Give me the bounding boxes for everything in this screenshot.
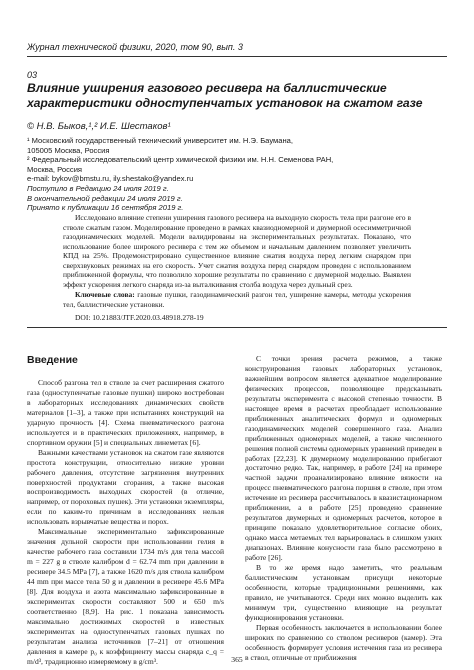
keywords-list: газовые пушки, газодинамический разгон тел, уширение камеры, методы ускорения тел, баллистические установки. — [63, 290, 411, 309]
affiliation-line: 105005 Москва, Россия — [27, 145, 110, 155]
section-heading-introduction: Введение — [27, 354, 78, 366]
paragraph: Первая особенность заключается в использовании более широких по сравнению со стволом ресиверов (камер). Эта особенность формирует условия истечения газа из ресивера в ствол, отличные от приближения — [245, 622, 442, 662]
keywords — [63, 290, 411, 309]
section-divider — [27, 327, 447, 328]
body-column-right — [245, 354, 442, 663]
keywords-label: Ключевые слова: — [75, 290, 135, 299]
submission-dates — [27, 184, 183, 213]
affiliation-line: Москва, Россия — [27, 164, 83, 174]
header-divider — [27, 56, 447, 57]
abstract: Исследовано влияние степени уширения газового ресивера на выходную скорость тела при разгоне его в стволе сжатым газом. Моделирование проведено в рамках квазиодномерной и двумерной осесимметричной газодинамических моделей. Модели валидированы на экспериментальных результатах. Показано, что использование более широкого ресивера с тем же объемом и начальным давлением позволяет увеличить КПД на 25%. Продемонстрировано существенное влияние сжатия воздуха перед легким снарядом при сверхзвуковых режимах на его скорость. Учет сжатия воздуха перед снарядом проведен с использованием приближенной формулы, что позволило хорошие результаты по сравнению с двумерной моделью. Выявлен эффект ускорения легкого снаряда из-за выталкивания столба воздуха через дульный срез. — [63, 213, 411, 289]
paragraph: Важными качествами установок на сжатом газе являются простота конструкции, относительно низкие уровни рабочего давления, отсутствие загрязнения внутренних поверхностей продуктами сгорания, а также высокая воспроизводимость выходных скоростей (в отличие, например, от пороховых пушек). Эти установки экземпляры, если по каким-то причинам в исследованиях нельзя использовать взрывчатые вещества и порох. — [27, 447, 224, 527]
date-revised: В окончательной редакции 24 июля 2019 г. — [27, 193, 183, 203]
affiliation-line: ¹ Московский государственный технический университет им. Н.Э. Баумана, — [27, 136, 293, 145]
paragraph: Максимальные экспериментально зафиксированные значения дульной скорости при использовании гелия в качестве рабочего газа составили 1734 m/s для тела массой m = 227 g в стволе калибром d = 62.74 mm при давлении в ресивере 34.5 MPa [7], а также 1620 m/s для ствола калибром 44 mm при массе тела 50 g и давлении в ресивере 45.6 MPa [8]. Для воздуха и азота максимально зафиксированные в экспериментах скорости составляют 500 и 650 m/s соответственно [8,9]. На рис. 1 показана зависимость максимально достижимых скоростей в известных экспериментах на одноступенчатых газовых пушках по результатам анализа источников [7–21] от отношения давления в камере p₀ к коэффициенту массы снаряда c_q = m/d³, традиционно измеряемому в g/cm³. — [27, 527, 224, 666]
body-column-left — [27, 378, 224, 667]
contact-email[interactable]: e-mail: bykov@bmstu.ru, ily.shestako@yandex.ru — [27, 174, 194, 184]
paragraph: Способ разгона тел в стволе за счет расширения сжатого газа (одноступенчатые газовые пушки) широко востребован в лабораторных исследованиях динамических свойств материалов [1–3], а также при испытаниях конструкций на ударную прочность [4]. Схема пневматического разгона используется и в практических приложениях, например, в спортивном оружии [5] и специальных линеметах [6]. — [27, 378, 224, 447]
journal-header: Журнал технической физики, 2020, том 90, вып. 3 — [27, 42, 243, 52]
date-accepted: Принято к публикации 16 сентября 2019 г. — [27, 203, 184, 213]
article-authors: © Н.В. Быков,¹,² И.Е. Шестаков¹ — [27, 121, 171, 132]
doi-link[interactable]: DOI: 10.21883/JTF.2020.03.48918.278-19 — [75, 313, 204, 322]
article-title: Влияние уширения газового ресивера на баллистические характеристики одноступенчатых установок на сжатом газе — [27, 81, 423, 110]
article-number: 03 — [27, 70, 38, 80]
date-received: Поступило в Редакцию 24 июля 2019 г. — [27, 184, 169, 193]
paragraph: С точки зрения расчета режимов, а также конструирования газовых лабораторных установок, важнейшим вопросом является адекватное моделирование физических процессов, позволяющее предсказывать результаты эксперимента с высокой степенью точности. В настоящее время в расчетах преобладает использование приближенных аналитических формул и одномерных газодинамических моделей совершенного газа. Анализ приближенных одномерных моделей, а также численного решения полной системы одномерных уравнений приведен в работах [22,23]. К двумерному моделированию прибегают достаточно редко. Так, например, в работе [24] на примере частной задачи проанализировано влияние вязкости на процесс пневматического разгона поршня в стволе, при этом истечение из ресивера рассчитывалось в квазистационарном приближении, а в работе [25] проведено сравнение результатов двумерных и одномерных расчетов, которое в принципе показало удовлетворительное согласие обоих, однако масса метаемых тел варьировалась в слишком узких диапазонах. Влияние конусности газа было рассмотрено в работе [26]. — [245, 354, 442, 563]
affiliation-line: ² Федеральный исследовательский центр химической физики им. Н.Н. Семенова РАН, — [27, 155, 334, 165]
paragraph: В то же время надо заметить, что реальным баллистическим установкам присущи некоторые особенности, которые традиционными решениями, как правило, не учитываются. Среди них можно выделить как минимум три, существенно влияющие на результат функционирования установки. — [245, 563, 442, 622]
page-number: 365 — [231, 655, 243, 664]
